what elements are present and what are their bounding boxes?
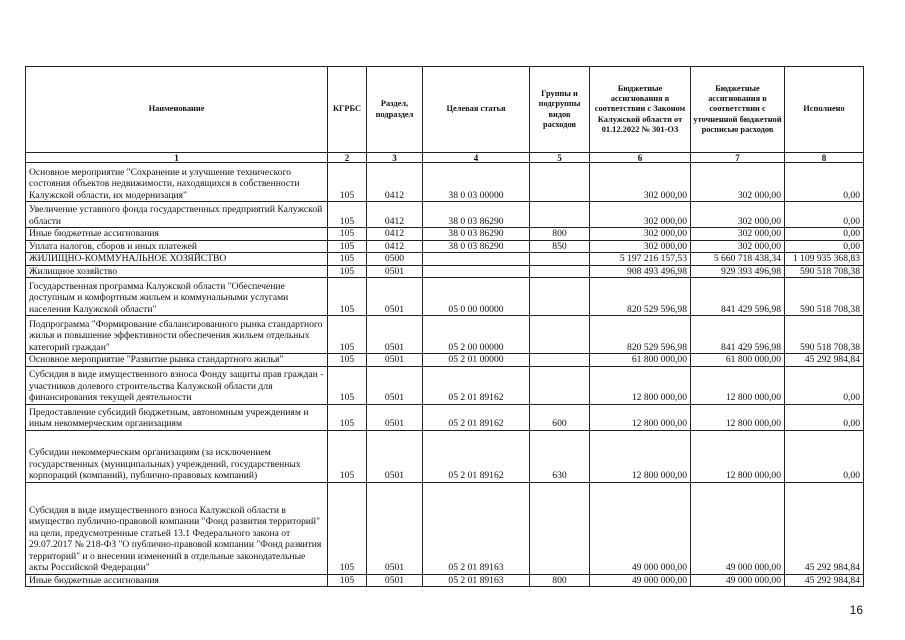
row-kgrbs: 105: [328, 316, 367, 354]
row-name: Иные бюджетные ассигнования: [26, 574, 328, 587]
column-number: 7: [691, 153, 785, 163]
row-executed-amount: 45 292 984,84: [785, 354, 864, 367]
header-refined-allocation: Бюджетные ассигнования в соответствии с уточненной бюджетной росписью расходов: [691, 67, 785, 153]
row-kgrbs: 105: [328, 240, 367, 253]
row-target: 38 0 03 86290: [423, 202, 530, 228]
column-number: 4: [423, 153, 530, 163]
column-number: 3: [367, 153, 423, 163]
row-target: 38 0 03 86290: [423, 228, 530, 241]
row-law-amount: 12 800 000,00: [590, 430, 691, 482]
row-law-amount: 908 493 496,98: [590, 265, 691, 278]
row-executed-amount: 45 292 984,84: [785, 574, 864, 587]
row-target: [423, 253, 530, 266]
column-number: 8: [785, 153, 864, 163]
row-section: 0501: [367, 574, 423, 587]
table-row: [26, 202, 864, 228]
budget-table: [25, 66, 864, 587]
table-row: [26, 354, 864, 367]
column-number: 2: [328, 153, 367, 163]
row-group: 850: [530, 240, 590, 253]
row-law-amount: 302 000,00: [590, 228, 691, 241]
column-number-row: [26, 153, 864, 163]
row-law-amount: 61 800 000,00: [590, 354, 691, 367]
row-rosp-amount: 302 000,00: [691, 163, 785, 202]
row-law-amount: 302 000,00: [590, 202, 691, 228]
table-row: [26, 482, 864, 574]
row-section: 0412: [367, 163, 423, 202]
row-group: [530, 253, 590, 266]
row-rosp-amount: 302 000,00: [691, 202, 785, 228]
row-executed-amount: 0,00: [785, 404, 864, 430]
row-target: 05 2 01 00000: [423, 354, 530, 367]
row-name: Субсидия в виде имущественного взноса Калужской области в имущество публично-правовой компании "Фонд развития территорий" на цели, предусмотренные статьей 13.1 Федерального закона от 29.07.2017 № 218-ФЗ "О публично-правовой компании "Фонд развития территорий" и о внесении изменений в отдельные законодательные акты Российской Федерации": [26, 482, 328, 574]
row-name: Предоставление субсидий бюджетным, автономным учреждениям и иным некоммерческим организациям: [26, 404, 328, 430]
row-executed-amount: 0,00: [785, 202, 864, 228]
row-law-amount: 49 000 000,00: [590, 574, 691, 587]
column-number: 1: [26, 153, 328, 163]
row-section: 0501: [367, 404, 423, 430]
row-kgrbs: 105: [328, 354, 367, 367]
row-kgrbs: 105: [328, 228, 367, 241]
row-kgrbs: 105: [328, 404, 367, 430]
table-row: [26, 316, 864, 354]
row-section: 0501: [367, 265, 423, 278]
table-row: [26, 366, 864, 404]
row-name: Основное мероприятие "Сохранение и улучшение технического состояния объектов недвижимости, находящихся в собственности Калужской области, их модернизация": [26, 163, 328, 202]
row-group: [530, 202, 590, 228]
row-section: 0501: [367, 430, 423, 482]
page-number: 16: [849, 603, 863, 617]
row-group: 630: [530, 430, 590, 482]
row-target: 05 2 01 89162: [423, 430, 530, 482]
row-executed-amount: 1 109 935 368,83: [785, 253, 864, 266]
row-rosp-amount: 302 000,00: [691, 240, 785, 253]
row-kgrbs: 105: [328, 482, 367, 574]
row-group: 800: [530, 574, 590, 587]
row-group: [530, 482, 590, 574]
row-section: 0501: [367, 278, 423, 316]
row-section: 0412: [367, 240, 423, 253]
row-name: Субсидия в виде имущественного взноса Фонду защиты прав граждан - участников долевого строительства Калужской области для финансирования текущей деятельности: [26, 366, 328, 404]
header-row: [26, 67, 864, 153]
row-target: 05 2 00 00000: [423, 316, 530, 354]
row-target: 38 0 03 86290: [423, 240, 530, 253]
row-rosp-amount: 302 000,00: [691, 228, 785, 241]
row-executed-amount: 590 518 708,38: [785, 265, 864, 278]
row-section: 0412: [367, 228, 423, 241]
row-executed-amount: 0,00: [785, 228, 864, 241]
row-law-amount: 820 529 596,98: [590, 316, 691, 354]
table-row: [26, 163, 864, 202]
row-executed-amount: 45 292 984,84: [785, 482, 864, 574]
row-law-amount: 820 529 596,98: [590, 278, 691, 316]
row-group: [530, 316, 590, 354]
row-section: 0501: [367, 316, 423, 354]
row-target: 05 2 01 89163: [423, 574, 530, 587]
row-name: Основное мероприятие "Развитие рынка стандартного жилья": [26, 354, 328, 367]
row-group: 800: [530, 228, 590, 241]
row-rosp-amount: 12 800 000,00: [691, 366, 785, 404]
row-name: Государственная программа Калужской области "Обеспечение доступным и комфортным жильем и коммунальными услугами населения Калужской области": [26, 278, 328, 316]
row-section: 0501: [367, 482, 423, 574]
table-row: [26, 278, 864, 316]
header-executed: Исполнено: [785, 67, 864, 153]
row-name: Подпрограмма "Формирование сбалансированного рынка стандартного жилья и повышение эффективности обеспечения жильем отдельных категорий граждан": [26, 316, 328, 354]
row-name: Субсидии некоммерческим организациям (за исключением государственных (муниципальных) учреждений, государственных корпораций (компаний), публично-правовых компаний): [26, 430, 328, 482]
row-section: 0501: [367, 354, 423, 367]
row-law-amount: 302 000,00: [590, 163, 691, 202]
row-name: Жилищное хозяйство: [26, 265, 328, 278]
column-number: 6: [590, 153, 691, 163]
row-target: [423, 265, 530, 278]
row-rosp-amount: 12 800 000,00: [691, 404, 785, 430]
row-kgrbs: 105: [328, 202, 367, 228]
table-row: [26, 430, 864, 482]
row-section: 0501: [367, 366, 423, 404]
row-rosp-amount: 49 000 000,00: [691, 574, 785, 587]
row-rosp-amount: 841 429 596,98: [691, 278, 785, 316]
table-row: [26, 228, 864, 241]
row-executed-amount: 0,00: [785, 430, 864, 482]
row-kgrbs: 105: [328, 366, 367, 404]
row-rosp-amount: 841 429 596,98: [691, 316, 785, 354]
row-kgrbs: 105: [328, 265, 367, 278]
row-rosp-amount: 12 800 000,00: [691, 430, 785, 482]
row-group: [530, 278, 590, 316]
row-group: 600: [530, 404, 590, 430]
row-rosp-amount: 929 393 496,98: [691, 265, 785, 278]
table-row: [26, 265, 864, 278]
table-row: [26, 253, 864, 266]
row-law-amount: 302 000,00: [590, 240, 691, 253]
row-target: 05 2 01 89163: [423, 482, 530, 574]
row-executed-amount: 0,00: [785, 240, 864, 253]
row-rosp-amount: 5 660 718 438,34: [691, 253, 785, 266]
row-executed-amount: 0,00: [785, 163, 864, 202]
column-number: 5: [530, 153, 590, 163]
row-law-amount: 12 800 000,00: [590, 366, 691, 404]
row-executed-amount: 590 518 708,38: [785, 316, 864, 354]
row-target: 05 0 00 00000: [423, 278, 530, 316]
row-law-amount: 49 000 000,00: [590, 482, 691, 574]
row-name: Увеличение уставного фонда государственных предприятий Калужской области: [26, 202, 328, 228]
row-target: 38 0 03 00000: [423, 163, 530, 202]
row-kgrbs: 105: [328, 430, 367, 482]
header-expense-group: Группы и подгруппы видов расходов: [530, 67, 590, 153]
header-law-allocation: Бюджетные ассигнования в соответствии с Законом Калужской области от 01.12.2022 № 301-ОЗ: [590, 67, 691, 153]
row-name: ЖИЛИЩНО-КОММУНАЛЬНОЕ ХОЗЯЙСТВО: [26, 253, 328, 266]
header-section: Раздел, подраздел: [367, 67, 423, 153]
row-law-amount: 5 197 216 157,53: [590, 253, 691, 266]
row-group: [530, 163, 590, 202]
table-row: [26, 574, 864, 587]
row-kgrbs: 105: [328, 163, 367, 202]
row-executed-amount: 590 518 708,38: [785, 278, 864, 316]
header-kgrbs: КГРБС: [328, 67, 367, 153]
row-section: 0412: [367, 202, 423, 228]
row-name: Иные бюджетные ассигнования: [26, 228, 328, 241]
row-kgrbs: 105: [328, 574, 367, 587]
row-group: [530, 354, 590, 367]
table-row: [26, 404, 864, 430]
header-name: Наименование: [26, 67, 328, 153]
row-law-amount: 12 800 000,00: [590, 404, 691, 430]
row-target: 05 2 01 89162: [423, 404, 530, 430]
row-section: 0500: [367, 253, 423, 266]
row-rosp-amount: 49 000 000,00: [691, 482, 785, 574]
row-group: [530, 265, 590, 278]
table-row: [26, 240, 864, 253]
row-kgrbs: 105: [328, 278, 367, 316]
row-rosp-amount: 61 800 000,00: [691, 354, 785, 367]
row-kgrbs: 105: [328, 253, 367, 266]
row-name: Уплата налогов, сборов и иных платежей: [26, 240, 328, 253]
header-target: Целевая статья: [423, 67, 530, 153]
row-executed-amount: 0,00: [785, 366, 864, 404]
row-target: 05 2 01 89162: [423, 366, 530, 404]
row-group: [530, 366, 590, 404]
